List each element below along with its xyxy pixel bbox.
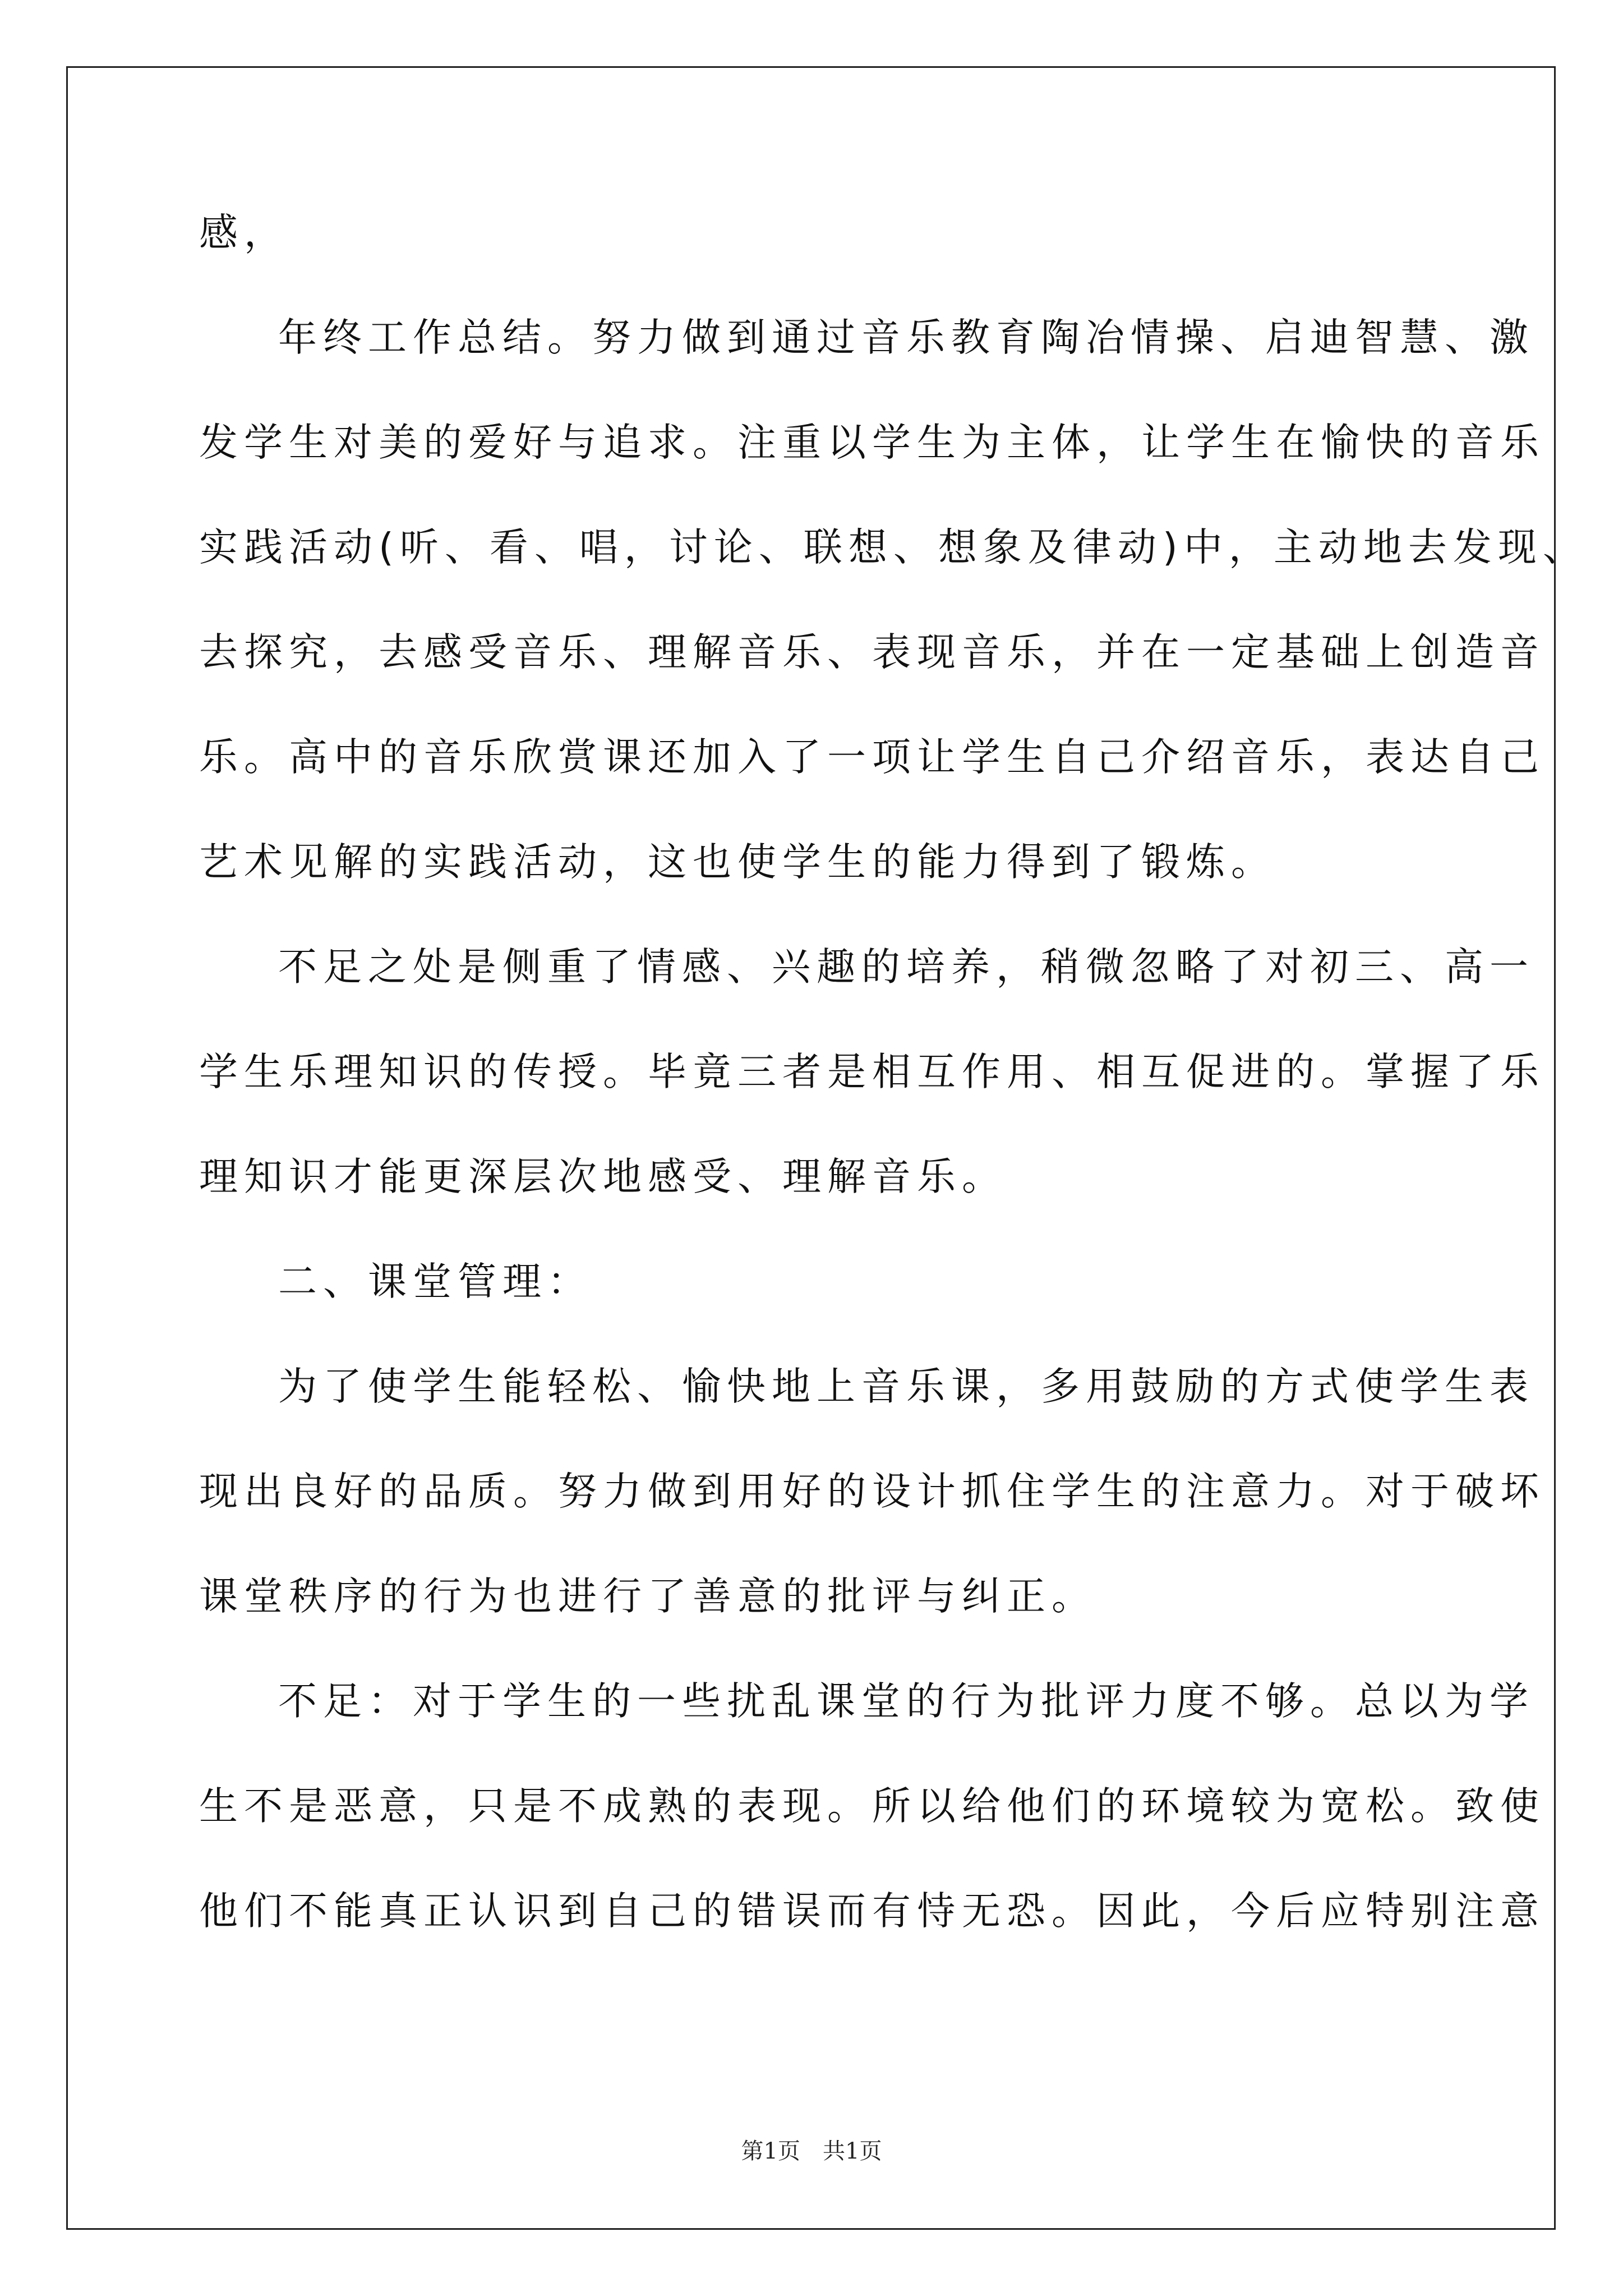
text-line: 感， (199, 210, 289, 255)
text-line: 乐。高中的音乐欣赏课还加入了一项让学生自己介绍音乐，表达自己 (199, 735, 1545, 780)
text-line: 发学生对美的爱好与追求。注重以学生为主体，让学生在愉快的音乐 (199, 420, 1545, 465)
text-line: 课堂秩序的行为也进行了善意的批评与纠正。 (199, 1574, 1096, 1619)
paragraph-start-line: 不足之处是侧重了情感、兴趣的培养，稍微忽略了对初三、高一 (278, 945, 1534, 990)
paragraph-start-line: 为了使学生能轻松、愉快地上音乐课，多用鼓励的方式使学生表 (278, 1364, 1534, 1409)
text-line: 去探究，去感受音乐、理解音乐、表现音乐，并在一定基础上创造音 (199, 630, 1545, 675)
text-line: 现出良好的品质。努力做到用好的设计抓住学生的注意力。对于破坏 (199, 1469, 1545, 1514)
page-footer: 第1页 共1页 (741, 2138, 882, 2164)
paragraph-start-line: 年终工作总结。努力做到通过音乐教育陶冶情操、启迪智慧、激 (278, 315, 1534, 360)
text-line: 他们不能真正认识到自己的错误而有恃无恐。因此，今后应特别注意 (199, 1889, 1545, 1934)
paragraph-start-line: 不足：对于学生的一些扰乱课堂的行为批评力度不够。总以为学 (278, 1679, 1534, 1724)
text-line: 生不是恶意，只是不成熟的表现。所以给他们的环境较为宽松。致使 (199, 1784, 1545, 1829)
text-line: 实践活动(听、看、唱，讨论、联想、想象及律动)中，主动地去发现、 (199, 525, 1588, 570)
text-line: 学生乐理知识的传授。毕竟三者是相互作用、相互促进的。掌握了乐 (199, 1050, 1545, 1094)
section-heading: 二、课堂管理： (278, 1259, 592, 1304)
text-line: 理知识才能更深层次地感受、理解音乐。 (199, 1154, 1007, 1199)
text-line: 艺术见解的实践活动，这也使学生的能力得到了锻炼。 (199, 840, 1276, 885)
